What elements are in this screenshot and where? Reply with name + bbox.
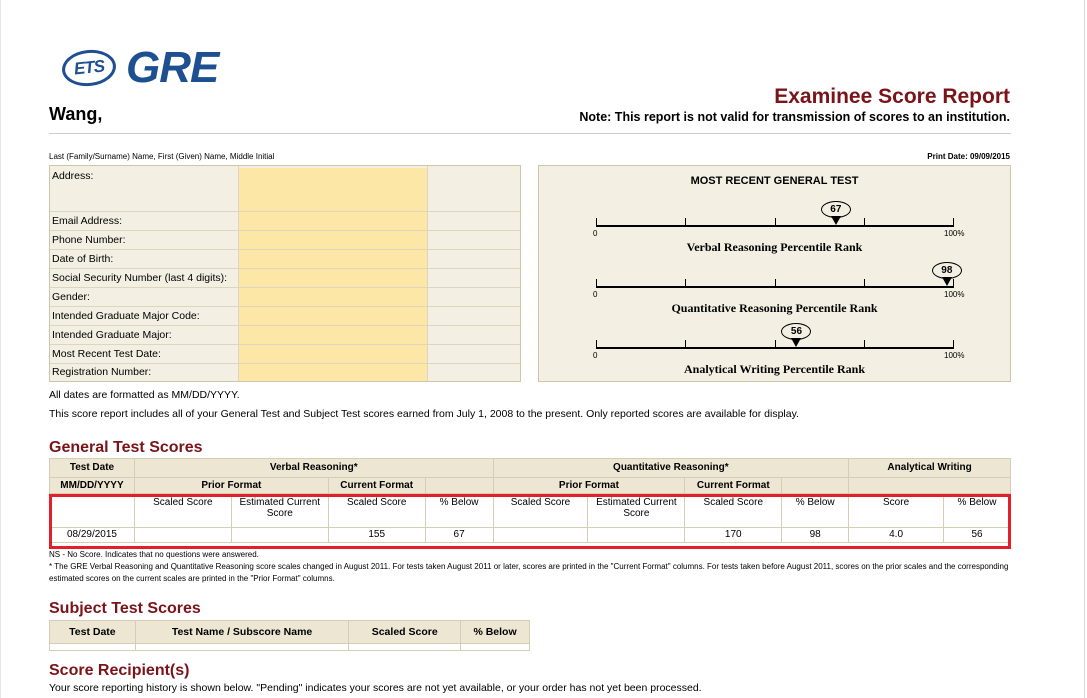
col-q-pct: % Below [782,494,849,528]
col-quant-prior: Prior Format [493,478,685,494]
col-v-prior-scaled: Scaled Score [134,494,231,528]
col-date-format: MM/DD/YYYY [50,478,135,494]
col-q-prior-scaled: Scaled Score [493,494,588,528]
scale-tick [685,279,686,288]
scale-tick [864,218,865,227]
scale-tick [775,340,776,349]
cell-q-scaled: 170 [685,528,782,543]
table-header-row [50,459,1011,478]
info-row-major-code [50,307,520,326]
report-note: Note: This report is not valid for transmission of scores to an institution. [579,110,1010,124]
info-row-major [50,326,520,345]
writing-scale-caption: Analytical Writing Percentile Rank [684,362,865,376]
verbal-scale-caption: Verbal Reasoning Percentile Rank [686,240,863,254]
table-row [50,528,1011,543]
scale-tick [775,218,776,227]
table-header-row [50,478,1011,494]
col-writing: Analytical Writing [849,459,1011,478]
cell-q-prior-est [588,528,685,543]
report-title: Examinee Score Report [774,85,1010,108]
field-label: Most Recent Test Date: [52,348,161,360]
table-row [50,644,530,651]
info-row-ssn [50,269,520,288]
cell-aw-pct: 56 [944,528,1011,543]
scale-min-label: 0 [593,351,598,360]
col-pct-below: % Below [461,621,530,644]
col-q-prior-est: Estimated Current Score [588,494,685,528]
print-date: Print Date: 09/09/2015 [927,152,1010,161]
field-label: Social Security Number (last 4 digits): [52,272,228,284]
percentile-panel [538,165,1011,382]
scale-max-label: 100% [944,290,965,299]
col-v-prior-est: Estimated Current Score [231,494,328,528]
col-aw-pct: % Below [944,494,1011,528]
info-row-test-date [50,345,520,364]
info-row-email [50,212,520,231]
subject-scores-table [49,620,530,651]
scale-tick [596,279,597,288]
col-blank [50,494,135,528]
ets-gre-logo [62,43,219,92]
quant-scale-caption: Quantitative Reasoning Percentile Rank [671,301,878,315]
scale-tick [953,340,954,349]
cell-test-date: 08/29/2015 [50,528,135,543]
date-format-note: All dates are formatted as MM/DD/YYYY. [49,389,240,401]
col-blank [782,478,849,494]
col-verbal-current: Current Format [328,478,425,494]
field-label: Intended Graduate Major: [52,329,172,341]
col-v-scaled: Scaled Score [328,494,425,528]
header-divider [49,133,1011,134]
examinee-info-panel [49,165,521,382]
marker-arrow-icon [791,338,801,347]
col-test-name: Test Name / Subscore Name [135,621,349,644]
general-test-title: General Test Scores [49,439,203,456]
scale-tick [596,218,597,227]
field-label: Registration Number: [52,366,152,378]
col-verbal: Verbal Reasoning* [134,459,493,478]
scale-tick [953,218,954,227]
col-test-date: Test Date [50,621,136,644]
cell-q-pct: 98 [782,528,849,543]
subject-test-title: Subject Test Scores [49,600,201,617]
cell-aw-score: 4.0 [849,528,944,543]
field-label: Address: [52,170,94,182]
col-quant-current: Current Format [685,478,782,494]
marker-arrow-icon [942,277,952,286]
marker-arrow-icon [831,216,841,225]
table-subheader-row [50,494,1011,528]
col-test-date: Test Date [50,459,135,478]
scale-min-label: 0 [593,229,598,238]
scale-tick [596,340,597,349]
scale-tick [775,279,776,288]
scale-tick [685,340,686,349]
percentile-panel-title: MOST RECENT GENERAL TEST [690,175,859,187]
info-row-dob [50,250,520,269]
info-row-registration [50,364,520,381]
quant-percentile-value: 98 [932,262,962,279]
scale-max-label: 100% [944,229,965,238]
examinee-name: Wang, [49,104,103,124]
name-format-label: Last (Family/Surname) Name, First (Given) Name, Middle Initial [49,152,275,161]
col-blank [849,478,1011,494]
score-range-note: This score report includes all of your General Test and Subject Test scores earned from July 1, 2008 to the present. Only reported scores are available for display. [49,408,799,420]
general-scores-table [49,458,1011,543]
cell-v-scaled: 155 [328,528,425,543]
scale-tick [864,340,865,349]
scale-tick [685,218,686,227]
gre-logo-text: GRE [126,43,219,92]
col-scaled-score: Scaled Score [349,621,461,644]
recipients-note: Your score reporting history is shown below. "Pending" indicates your scores are not yet available, or your order has not yet been processed. [49,682,702,694]
cell-v-prior-scaled [134,528,231,543]
info-row-gender [50,288,520,307]
score-recipients-title: Score Recipient(s) [49,662,190,679]
col-q-scaled: Scaled Score [685,494,782,528]
field-label: Gender: [52,291,90,303]
scale-max-label: 100% [944,351,965,360]
col-aw-score: Score [849,494,944,528]
col-v-pct: % Below [425,494,493,528]
writing-percentile-value: 56 [781,323,811,340]
verbal-percentile-value: 67 [821,201,851,218]
cell-v-pct: 67 [425,528,493,543]
cell-v-prior-est [231,528,328,543]
field-label: Date of Birth: [52,253,114,265]
table-header-row [50,621,530,644]
scale-tick [864,279,865,288]
scale-min-label: 0 [593,290,598,299]
ets-logo-text: ETS [73,56,105,79]
ets-logo [60,47,117,88]
footnote-scale-change: * The GRE Verbal Reasoning and Quantitative Reasoning score scales changed in August 2011. For tests taken August 2011 or later, scores are printed in the "Current Format" columns. For tests taken before August 2011, scores on the prior scales and the corresponding estimated scores on the current scales are printed in the "Prior Format" columns. [49,562,1009,583]
col-quant: Quantitative Reasoning* [493,459,849,478]
field-label: Intended Graduate Major Code: [52,310,200,322]
footnote-ns: NS - No Score. Indicates that no questions were answered. [49,550,259,559]
field-label: Email Address: [52,215,123,227]
cell-q-prior-scaled [493,528,588,543]
scale-tick [953,279,954,288]
info-row-phone [50,231,520,250]
col-blank [425,478,493,494]
info-row-address [50,166,520,212]
field-label: Phone Number: [52,234,126,246]
col-verbal-prior: Prior Format [134,478,328,494]
